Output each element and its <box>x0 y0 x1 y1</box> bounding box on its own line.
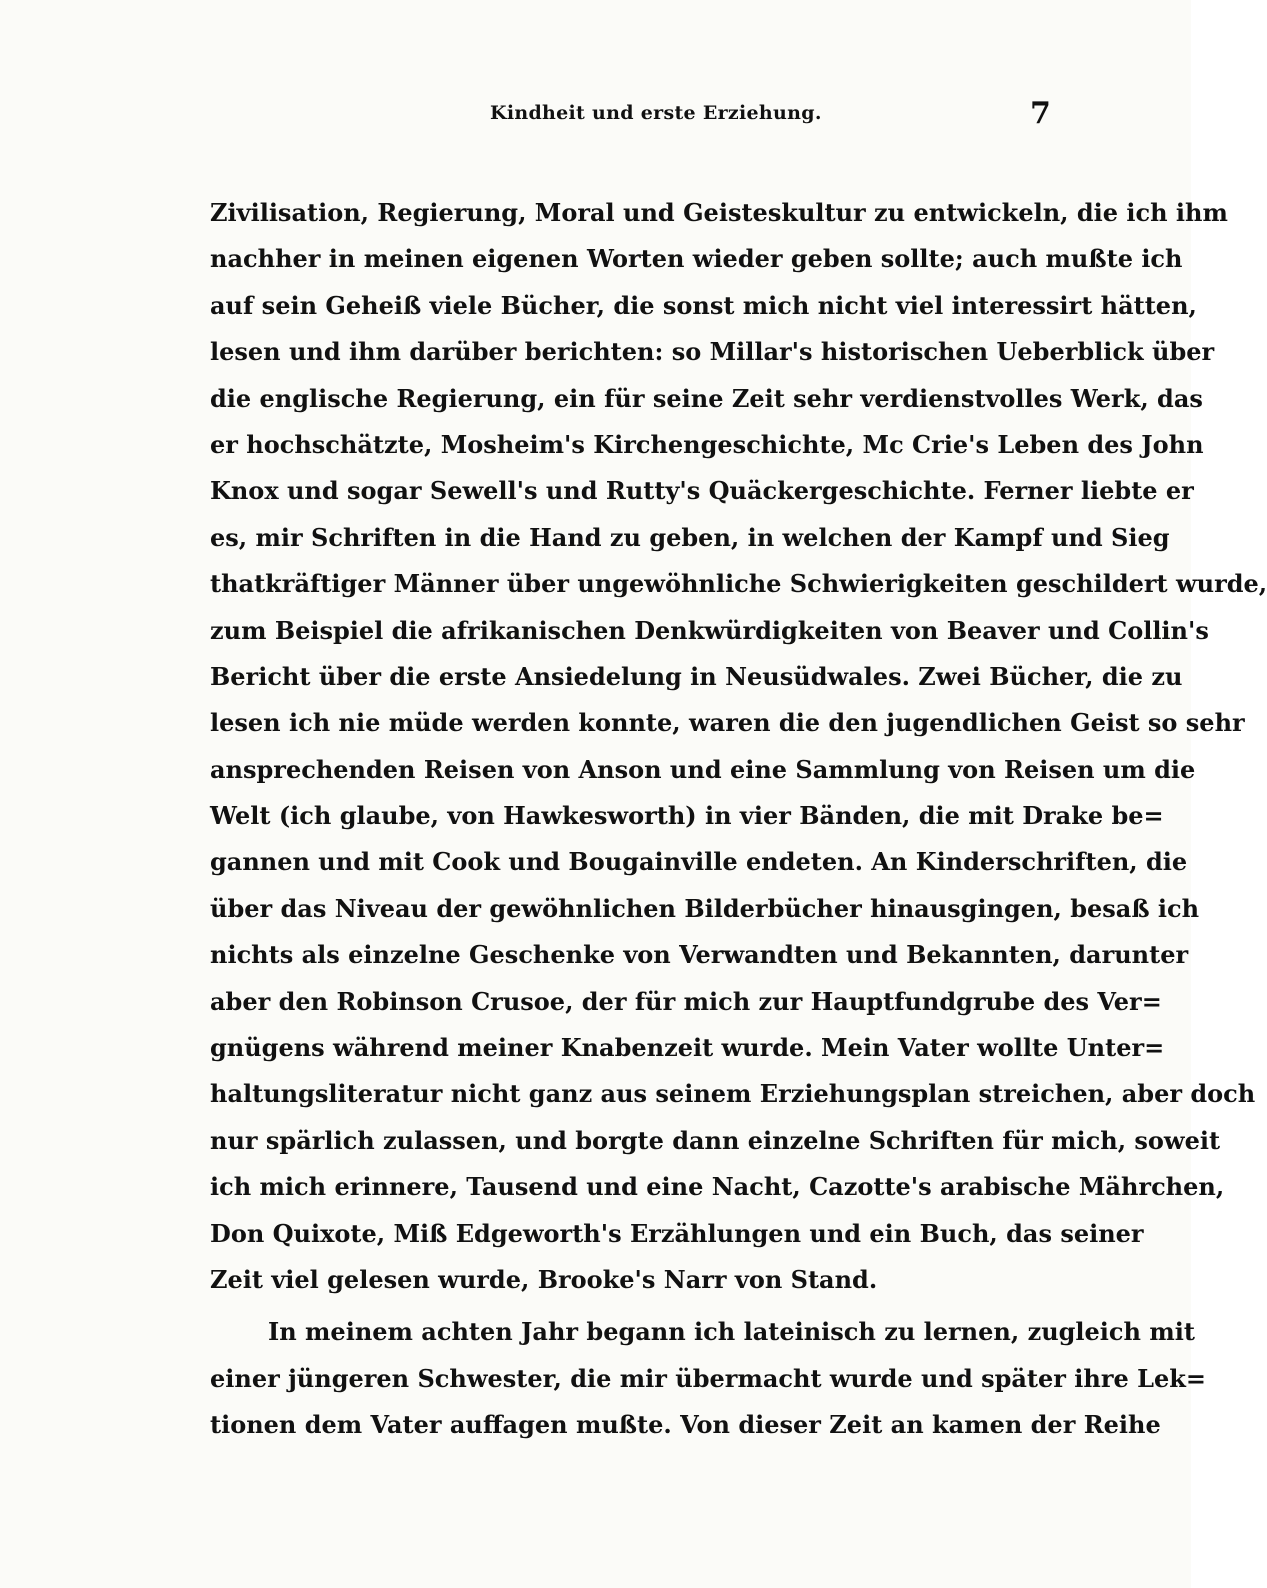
text-line: In meinem achten Jahr begann ich lateinisch zu lernen, zugleich mit <box>268 1317 1195 1347</box>
text-line: nichts als einzelne Geschenke von Verwandten und Bekannten, darunter <box>210 940 1189 970</box>
text-line: aber den Robinson Crusoe, der für mich zur Hauptfundgrube des Ver= <box>210 986 1162 1016</box>
text-line: haltungsliteratur nicht ganz aus seinem Erziehungsplan streichen, aber doch <box>210 1079 1256 1109</box>
text-line: Welt (ich glaube, von Hawkesworth) in vier Bänden, die mit Drake be= <box>210 801 1164 831</box>
text-line: gnügens während meiner Knabenzeit wurde. Mein Vater wollte Unter= <box>210 1033 1165 1063</box>
text-line: ansprechenden Reisen von Anson und eine Sammlung von Reisen um die <box>210 754 1196 784</box>
text-line: Bericht über die erste Ansiedelung in Neusüdwales. Zwei Bücher, die zu <box>210 661 1183 691</box>
text-line: Don Quixote, Miß Edgeworth's Erzählungen und ein Buch, das seiner <box>210 1218 1144 1248</box>
body-text <box>210 190 1267 1449</box>
text-line: er hochschätzte, Mosheim's Kirchengeschichte, Mc Crie's Leben des John <box>210 429 1204 459</box>
text-line: die englische Regierung, ein für seine Zeit sehr verdienstvolles Werk, das <box>210 383 1203 413</box>
text-line: thatkräftiger Männer über ungewöhnliche Schwierigkeiten geschildert wurde, <box>210 569 1267 599</box>
running-head <box>0 96 1191 136</box>
text-line: Zeit viel gelesen wurde, Brooke's Narr von Stand. <box>210 1264 878 1294</box>
text-line: gannen und mit Cook und Bougainville endeten. An Kinderschriften, die <box>210 847 1188 877</box>
text-line: nur spärlich zulassen, und borgte dann einzelne Schriften für mich, soweit <box>210 1125 1221 1155</box>
text-line: Knox und sogar Sewell's und Rutty's Quäckergeschichte. Ferner liebte er <box>210 476 1194 506</box>
page-number: 7 <box>1030 96 1051 131</box>
text-line: nachher in meinen eigenen Worten wieder geben sollte; auch mußte ich <box>210 244 1183 274</box>
text-line: einer jüngeren Schwester, die mir übermacht wurde und später ihre Lek= <box>210 1363 1206 1393</box>
text-line: zum Beispiel die afrikanischen Denkwürdigkeiten von Beaver und Collin's <box>210 615 1209 645</box>
text-line: auf sein Geheiß viele Bücher, die sonst mich nicht viel interessirt hätten, <box>210 290 1197 320</box>
text-line: lesen und ihm darüber berichten: so Millar's historischen Ueberblick über <box>210 337 1215 367</box>
paragraph-2 <box>210 1309 1206 1448</box>
text-line: Zivilisation, Regierung, Moral und Geisteskultur zu entwickeln, die ich ihm <box>210 198 1228 227</box>
text-line: es, mir Schriften in die Hand zu geben, in welchen der Kampf und Sieg <box>210 522 1170 552</box>
running-title: Kindheit und erste Erziehung. <box>490 102 822 124</box>
paragraph-1 <box>210 190 1267 1303</box>
text-line: tionen dem Vater auffagen mußte. Von dieser Zeit an kamen der Reihe <box>210 1410 1161 1440</box>
text-line: über das Niveau der gewöhnlichen Bilderbücher hinausgingen, besaß ich <box>210 893 1200 923</box>
text-line: ich mich erinnere, Tausend und eine Nacht, Cazotte's arabische Mährchen, <box>210 1172 1225 1202</box>
text-line: lesen ich nie müde werden konnte, waren die den jugendlichen Geist so sehr <box>210 708 1245 738</box>
